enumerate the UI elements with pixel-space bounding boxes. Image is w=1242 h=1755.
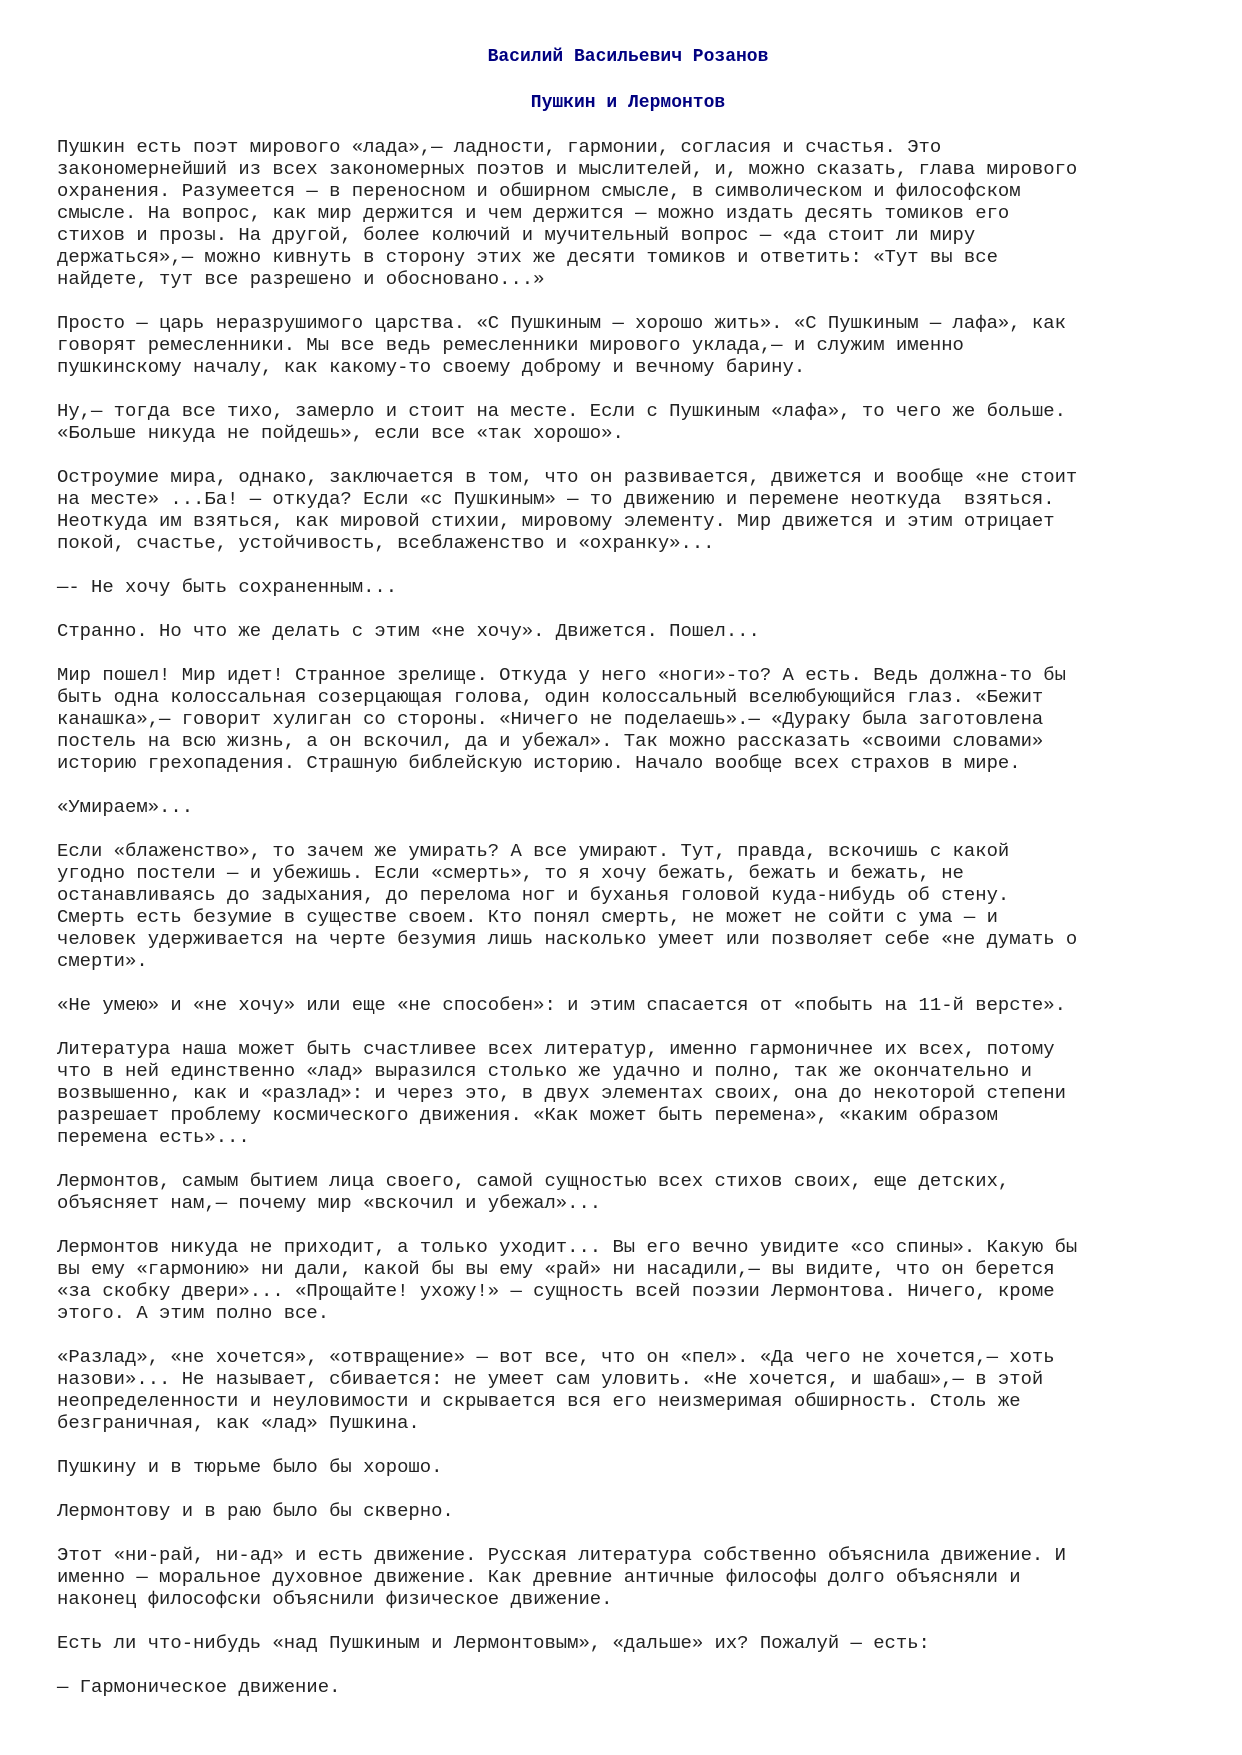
text-line: Ну,— тогда все тихо, замерло и стоит на месте. Если с Пушкиным «лафа», то чего же больше. <box>57 400 1066 422</box>
text-line: Мир пошел! Мир идет! Странное зрелище. Откуда у него «ноги»-то? А есть. Ведь должна-то бы <box>57 664 1066 686</box>
text-line: что в ней единственно «лад» выразился столько же удачно и полно, так же окончательно и <box>57 1060 1032 1082</box>
document-page <box>57 46 1187 1720</box>
text-line: именно — моральное духовное движение. Как древние античные философы долго объясняли и <box>57 1566 1021 1588</box>
text-line: пушкинскому началу, как какому-то своему доброму и вечному барину. <box>57 356 806 378</box>
paragraph <box>57 466 1187 554</box>
text-line: объясняет нам,— почему мир «вскочил и убежал»... <box>57 1192 602 1214</box>
text-line: быть одна колоссальная созерцающая голова, один колоссальный вселюбующийся глаз. «Бежит <box>57 686 1044 708</box>
text-line: охранения. Разумеется — в переносном и обширном смысле, в символическом и философском <box>57 180 1021 202</box>
text-line: — Гармоническое движение. <box>57 1676 341 1698</box>
text-line: Пушкину и в тюрьме было бы хорошо. <box>57 1456 443 1478</box>
text-line: останавливаясь до задыхания, до перелома ног и буханья головой куда-нибудь об стену. <box>57 884 1010 906</box>
text-line: «Не умею» и «не хочу» или еще «не способен»: и этим спасается от «побыть на 11-й версте». <box>57 994 1066 1016</box>
text-line: человек удерживается на черте безумия лишь насколько умеет или позволяет себе «не думать о <box>57 928 1078 950</box>
text-line: неопределенности и неуловимости и скрывается вся его неизмеримая обширность. Столь же <box>57 1390 1021 1412</box>
text-line: Смерть есть безумие в существе своем. Кто понял смерть, не может не сойти с ума — и <box>57 906 998 928</box>
paragraph <box>57 1236 1187 1324</box>
text-line: —- Не хочу быть сохраненным... <box>57 576 398 598</box>
text-line: найдете, тут все разрешено и обосновано...» <box>57 268 545 290</box>
text-line: Есть ли что-нибудь «над Пушкиным и Лермонтовым», «дальше» их? Пожалуй — есть: <box>57 1632 930 1654</box>
paragraph <box>57 796 1187 818</box>
text-line: возвышенно, как и «разлад»: и через это, в двух элементах своих, она до некоторой степени <box>57 1082 1066 1104</box>
text-line: Лермонтову и в раю было бы скверно. <box>57 1500 454 1522</box>
text-line: наконец философски объяснили физическое движение. <box>57 1588 613 1610</box>
paragraph <box>57 1544 1187 1610</box>
text-line: Лермонтов никуда не приходит, а только уходит... Вы его вечно увидите «со спины». Какую бы <box>57 1236 1078 1258</box>
paragraph <box>57 1456 1187 1478</box>
text-line: держаться»,— можно кивнуть в сторону этих же десяти томиков и ответить: «Тут вы все <box>57 246 998 268</box>
text-line: на месте» ...Ба! — откуда? Если «с Пушкиным» — то движению и перемене неоткуда взяться. <box>57 488 1055 510</box>
paragraph <box>57 1500 1187 1522</box>
text-line: Если «блаженство», то зачем же умирать? А все умирают. Тут, правда, вскочишь с какой <box>57 840 1010 862</box>
paragraph <box>57 312 1187 378</box>
paragraph <box>57 1632 1187 1654</box>
document-body <box>57 136 1187 1698</box>
text-line: Литература наша может быть счастливее всех литератур, именно гармоничнее их всех, потому <box>57 1038 1055 1060</box>
paragraph <box>57 400 1187 444</box>
text-line: историю грехопадения. Страшную библейскую историю. Начало вообще всех страхов в мире. <box>57 752 1021 774</box>
text-line: смерти». <box>57 950 148 972</box>
paragraph <box>57 1038 1187 1148</box>
paragraph <box>57 994 1187 1016</box>
paragraph <box>57 840 1187 972</box>
paragraph <box>57 136 1187 290</box>
text-line: этого. А этим полно все. <box>57 1302 330 1324</box>
text-line: «Больше никуда не пойдешь», если все «так хорошо». <box>57 422 624 444</box>
text-line: Просто — царь неразрушимого царства. «С Пушкиным — хорошо жить». «С Пушкиным — лафа», как <box>57 312 1066 334</box>
text-line: Лермонтов, самым бытием лица своего, самой сущностью всех стихов своих, еще детских, <box>57 1170 1010 1192</box>
text-line: говорят ремесленники. Мы все ведь ремесленники мирового уклада,— и служим именно <box>57 334 964 356</box>
paragraph <box>57 576 1187 598</box>
text-line: угодно постели — и убежишь. Если «смерть», то я хочу бежать, бежать и бежать, не <box>57 862 964 884</box>
paragraph <box>57 620 1187 642</box>
text-line: канашка»,— говорит хулиган со стороны. «Ничего не поделаешь».— «Дураку была заготовлена <box>57 708 1044 730</box>
text-line: покой, счастье, устойчивость, всеблаженство и «охранку»... <box>57 532 715 554</box>
text-line: безграничная, как «лад» Пушкина. <box>57 1412 420 1434</box>
paragraph <box>57 1346 1187 1434</box>
text-line: Остроумие мира, однако, заключается в том, что он развивается, движется и вообще «не стоит <box>57 466 1078 488</box>
text-line: Неоткуда им взяться, как мировой стихии, мировому элементу. Мир движется и этим отрицает <box>57 510 1055 532</box>
text-line: стихов и прозы. На другой, более колючий и мучительный вопрос — «да стоит ли миру <box>57 224 976 246</box>
text-line: закономернейший из всех закономерных поэтов и мыслителей, и, можно сказать, глава мирового <box>57 158 1078 180</box>
text-line: «Разлад», «не хочется», «отвращение» — вот все, что он «пел». «Да чего не хочется,— хоть <box>57 1346 1055 1368</box>
author-heading: Василий Васильевич Розанов <box>487 47 769 67</box>
text-line: Странно. Но что же делать с этим «не хочу». Движется. Пошел... <box>57 620 760 642</box>
text-line: назови»... Не называет, сбивается: не умеет сам уловить. «Не хочется, и шабаш»,— в этой <box>57 1368 1044 1390</box>
document-title: Пушкин и Лермонтов <box>530 93 726 113</box>
text-line: разрешает проблему космического движения. «Как может быть перемена», «каким образом <box>57 1104 998 1126</box>
text-line: постель на всю жизнь, а он вскочил, да и убежал». Так можно рассказать «своими словами» <box>57 730 1044 752</box>
paragraph <box>57 1676 1187 1698</box>
text-line: «за скобку двери»... «Прощайте! ухожу!» — сущность всей поэзии Лермонтова. Ничего, кроме <box>57 1280 1055 1302</box>
text-line: «Умираем»... <box>57 796 194 818</box>
paragraph <box>57 1170 1187 1214</box>
text-line: вы ему «гармонию» ни дали, какой бы вы ему «рай» ни насадили,— вы видите, что он берется <box>57 1258 1055 1280</box>
text-line: Этот «ни-рай, ни-ад» и есть движение. Русская литература собственно объяснила движение. И <box>57 1544 1066 1566</box>
paragraph <box>57 664 1187 774</box>
text-line: перемена есть»... <box>57 1126 250 1148</box>
text-line: Пушкин есть поэт мирового «лада»,— ладности, гармонии, согласия и счастья. Это <box>57 136 942 158</box>
text-line: смысле. На вопрос, как мир держится и чем держится — можно издать десять томиков его <box>57 202 1010 224</box>
